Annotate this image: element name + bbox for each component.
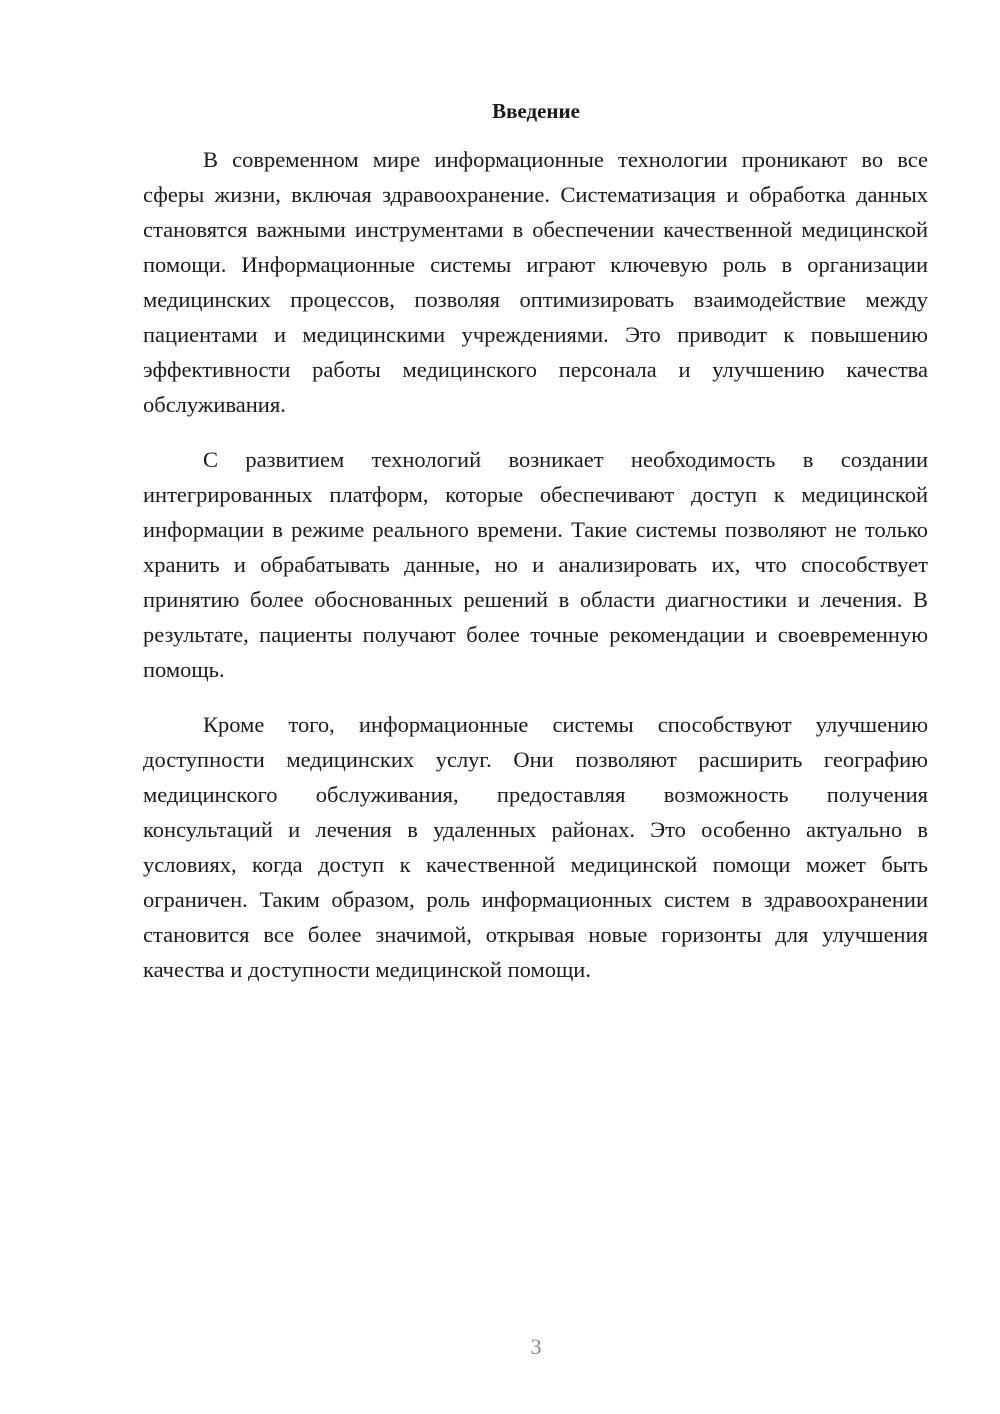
section-title: Введение <box>492 99 580 123</box>
paragraph: В современном мире информационные технологии проникают во все сферы жизни, включая здравоохранение. Систематизация и обработка данных становятся важными инструментами в обеспечении качественной медицинской помощи. Информационные системы играют ключевую роль в организации медицинских процессов, позволяя оптимизировать взаимодействие между пациентами и медицинскими учреждениями. Это приводит к повышению эффективности работы медицинского персонала и улучшению качества обслуживания. <box>143 147 928 417</box>
body-text <box>143 142 928 1007</box>
page-number: 3 <box>530 1334 542 1359</box>
paragraph: Кроме того, информационные системы способствуют улучшению доступности медицинских услуг. Они позволяют расширить географию медицинского обслуживания, предоставляя возможность получения консультаций и лечения в удаленных районах. Это особенно актуально в условиях, когда доступ к качественной медицинской помощи может быть ограничен. Таким образом, роль информационных систем в здравоохранении становится все более значимой, открывая новые горизонты для улучшения качества и доступности медицинской помощи. <box>143 712 928 982</box>
paragraph: С развитием технологий возникает необходимость в создании интегрированных платформ, которые обеспечивают доступ к медицинской информации в режиме реального времени. Такие системы позволяют не только хранить и обрабатывать данные, но и анализировать их, что способствует принятию более обоснованных решений в области диагностики и лечения. В результате, пациенты получают более точные рекомендации и своевременную помощь. <box>143 447 928 682</box>
